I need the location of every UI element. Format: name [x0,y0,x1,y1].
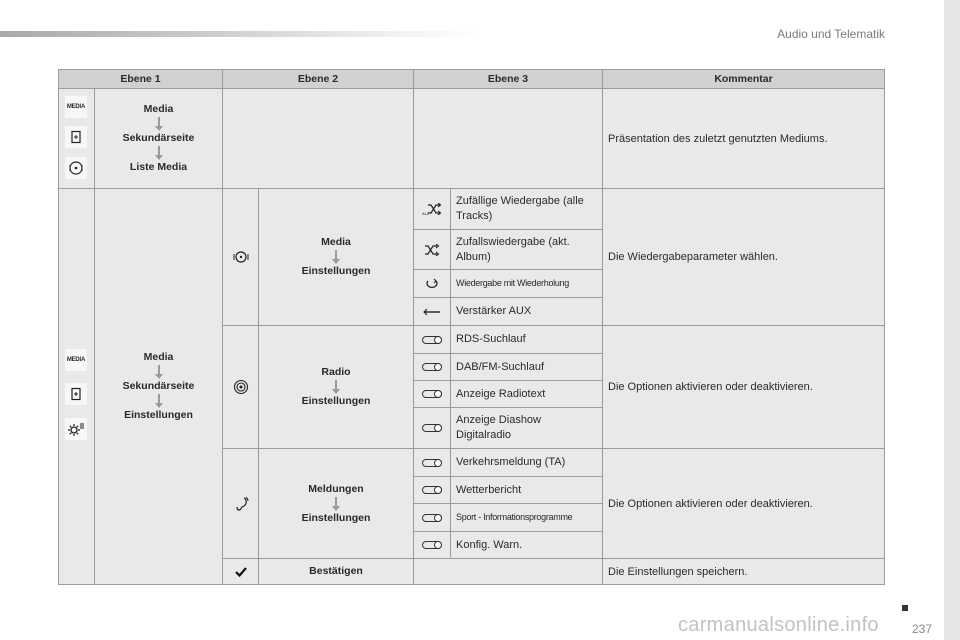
row1-icons-cell [58,88,95,189]
svg-text:ALL: ALL [422,211,430,215]
option-sport-info: Sport - Informationsprogramme [450,503,603,532]
page-number: 237 [912,622,933,636]
aux-amplifier-icon [413,297,451,326]
row1-level3-empty [413,88,603,189]
flow-step: Media [143,103,174,115]
row1-level1-flow [94,88,223,189]
flow-step: Media [321,236,351,248]
media-settings-comment: Die Wiedergabeparameter wählen. [602,188,885,326]
flow-arrow [158,146,160,155]
bullet-marker [902,605,908,611]
secondary-page-icon [65,126,87,148]
repeat-icon [413,269,451,298]
toggle-icon [413,531,451,559]
option-aux-amplifier: Verstärker AUX [450,297,603,326]
option-shuffle-album: Zufallswiedergabe (akt. Album) [450,229,603,270]
row2-level1-flow [94,188,223,585]
flow-step: Meldungen [308,482,364,495]
column-header-comment: Kommentar [602,69,885,89]
flow-step: Radio [321,366,351,378]
row2-icons-cell [58,188,95,585]
announcement-icon [222,448,259,559]
flow-step: Liste Media [129,161,188,173]
option-dab-fm-search: DAB/FM-Suchlauf [450,353,603,381]
toggle-icon [413,325,451,354]
option-weather-report: Wetterbericht [450,476,603,504]
section-title: Audio und Telematik [777,27,885,41]
toggle-icon [413,353,451,381]
secondary-page-icon [65,383,87,405]
flow-step: Sekundärseite [122,380,195,392]
shuffle-all-icon [413,188,451,230]
flow-arrow [158,394,160,403]
radio-icon [222,325,259,449]
page-edge-bar [944,0,960,640]
media-list-icon [65,157,87,179]
option-rds-search: RDS-Suchlauf [450,325,603,354]
flow-step: Einstellungen [301,265,371,277]
watermark: carmanualsonline.info [678,614,879,636]
confirm-level3-empty [413,558,603,585]
shuffle-icon [413,229,451,270]
confirm-label-cell [258,558,414,585]
radio-settings-comment: Die Optionen aktivieren oder deaktivieren. [602,325,885,449]
flow-arrow [158,117,160,126]
flow-step: Media [143,351,174,363]
toggle-icon [413,476,451,504]
media-settings-flow [258,188,414,326]
radio-settings-flow [258,325,414,449]
disc-icon [222,188,259,326]
announcement-settings-comment: Die Optionen aktivieren oder deaktivieren. [602,448,885,559]
flow-arrow [335,250,337,259]
confirm-label: Bestätigen [309,565,363,577]
toggle-icon [413,448,451,477]
option-warning-config: Konfig. Warn. [450,531,603,559]
flow-step: Einstellungen [124,409,193,421]
option-radiotext: Anzeige Radiotext [450,380,603,408]
media-button-icon: MEDIA [65,349,87,371]
option-slideshow: Anzeige Diashow Digitalradio [450,407,603,449]
toggle-icon [413,503,451,532]
announcement-settings-flow [258,448,414,559]
confirm-comment: Die Einstellungen speichern. [602,558,885,585]
option-shuffle-all: Zufällige Wiedergabe (alle Tracks) [450,188,603,230]
header-bar [0,31,480,37]
option-repeat: Wiedergabe mit Wiederholung [450,269,603,298]
flow-arrow [158,365,160,374]
toggle-icon [413,407,451,449]
settings-gear-icon [65,418,87,440]
flow-arrow [335,380,337,389]
toggle-icon [413,380,451,408]
option-traffic-announcement: Verkehrsmeldung (TA) [450,448,603,477]
check-icon [222,558,259,585]
column-header-level3: Ebene 3 [413,69,603,89]
media-button-icon: MEDIA [65,96,87,118]
row1-comment: Präsentation des zuletzt genutzten Mediums. [602,88,885,189]
flow-step: Einstellungen [301,395,371,407]
flow-step: Sekundärseite [122,132,195,144]
row1-level2-empty [222,88,414,189]
column-header-level2: Ebene 2 [222,69,414,89]
flow-step: Einstellungen [301,511,371,524]
flow-arrow [335,497,337,506]
column-header-level1: Ebene 1 [58,69,223,89]
